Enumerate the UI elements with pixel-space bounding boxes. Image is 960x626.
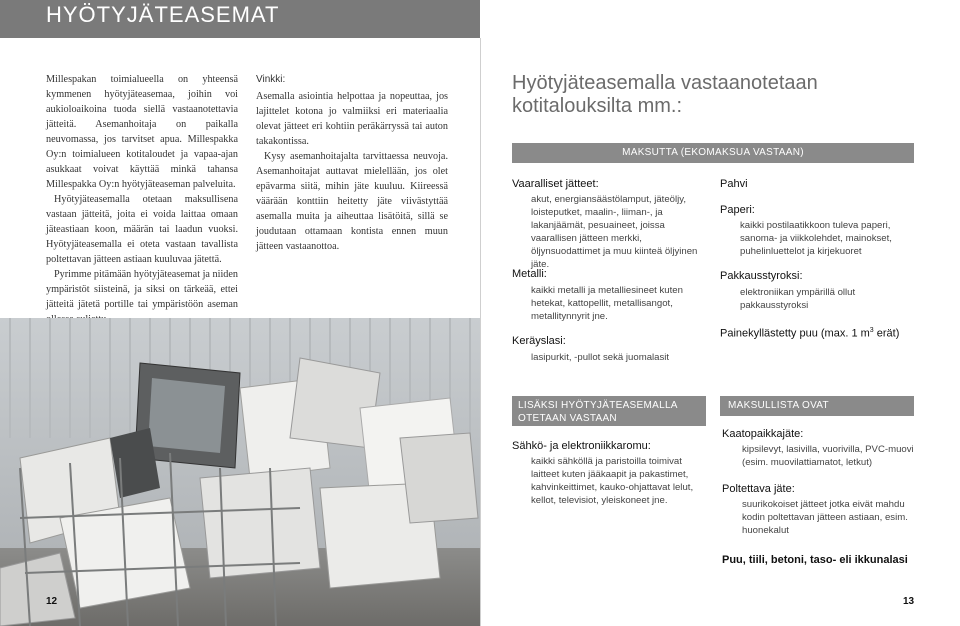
pressure-wood-text: Painekyllästetty puu (max. 1 m	[720, 327, 870, 340]
pressure-wood-sup: 3	[869, 327, 874, 334]
free-banner: MAKSUTTA (EKOMAKSUA VASTAAN)	[512, 143, 914, 163]
packaging-text: elektroniikan ympärillä ollut pakkausstyroksi	[740, 287, 856, 311]
tip-column	[256, 72, 448, 254]
landfill-text: kipsilevyt, lasivilla, vuorivilla, PVC-muovi (esim. muovilattiamatot, letkut)	[742, 444, 914, 468]
metal-label: Metalli:	[512, 268, 547, 280]
tip-paragraph-2: Kysy asemanhoitajalta tarvittaessa neuvoja. Asemanhoitajat auttavat mielellään, jos olet epävarma siitä, mihin jäte kuuluu. Kiireessä väärään konttiin heitetty jäte viivästyttää asemalla muita ja aiheuttaa lisätöitä, sillä se joudutaan ottamaan kontista ennen muun jätteen vastaanottoa.	[256, 151, 448, 252]
page-number-right: 13	[903, 596, 915, 607]
pressure-wood-label	[720, 327, 899, 340]
paper-text: kaikki postilaatikkoon tuleva paperi, sanoma- ja viikkolehdet, mainokset, puhelinluettelot ja kirjekuoret	[740, 220, 892, 257]
electronics-text: kaikki sähköllä ja paristoilla toimivat laitteet kuten jääkaapit ja pakastimet, kahvinkeittimet, kauko-ohjattavat lelut, kellot, televisiot, yleiskoneet jne.	[531, 456, 694, 506]
burnable-label: Poltettava jäte:	[722, 483, 795, 495]
paid-banner: MAKSULLISTA OVAT	[720, 396, 914, 416]
page-number-left: 12	[46, 596, 58, 607]
electronics-scrap-photo	[0, 318, 480, 626]
paper-label: Paperi:	[720, 204, 755, 216]
also-banner-line-1: LISÄKSI HYÖTYJÄTEASEMALLA	[518, 400, 678, 411]
hazardous-label: Vaaralliset jätteet:	[512, 178, 599, 190]
right-page-title: Hyötyjäteasemalla vastaanotetaan kotitalouksilta mm.:	[512, 72, 818, 117]
electronics-label: Sähkö- ja elektroniikkaromu:	[512, 440, 651, 452]
burnable-text: suurikokoiset jätteet jotka eivät mahdu kodin poltettavan jätteen astiaan, esim. huonekalut	[742, 499, 908, 536]
page-header-title: HYÖTYJÄTEASEMAT	[46, 2, 280, 27]
bottom-line: Puu, tiili, betoni, taso- eli ikkunalasi	[722, 554, 908, 566]
tip-label: Vinkki:	[256, 74, 286, 85]
intro-column	[46, 72, 238, 327]
also-banner-line-2: OTETAAN VASTAAN	[518, 413, 617, 424]
pressure-wood-end: erät)	[873, 327, 900, 340]
carton-label: Pahvi	[720, 178, 748, 190]
intro-paragraph-3: Pyrimme pitämään hyötyjäteasemat ja niiden ympäristöt siisteinä, ja siksi on tärkeää, ettei jätteitä jätetä portille tai ympäristöön aseman	[46, 269, 238, 310]
packaging-label: Pakkausstyroksi:	[720, 270, 803, 282]
tip-text: Asemalla asiointia helpottaa ja nopeuttaa, jos lajittelet kotona jo valmiiksi eri materiaalia olevat jätteet eri kohtiin peräkärryssä tai auton takakontissa.	[256, 91, 448, 147]
intro-paragraph-2: Hyötyjäteasemalla otetaan maksullisena vastaan jätteitä, joita ei voida laittaa omaan jäteastiaan koon, määrän tai laadun vuoksi. Hyötyjäteasemalla ei oteta vastaan tavallista poltettavan jätteen astiaan kuuluvaa jätettä.	[46, 194, 238, 265]
hazardous-text: akut, energiansäästölamput, jäteöljy, loisteputket, maalin-, liiman-, ja lakanjäämät, pesuaineet, joissa vaarallisen jätteen merkki, öljynsuodattimet ja muu kiinteä öljyinen jäte.	[531, 194, 698, 270]
also-banner	[512, 396, 706, 426]
intro-paragraph-1: Millespakan toimialueella on yhteensä kymmenen hyötyjäteasemaa, joihin voi aukioloaikoina tuoda siellä vastaanotettavia jätteitä. Asemanhoitaja on paikalla neuvomassa, jos tarvitset apua. Millespakka Oy:n toimialueen kotitaloudet ja vapaa-ajan asukkaat voivat käyttää minkä tahansa Millespakka Oy:n hyötyjäteaseman palveluita.	[46, 74, 238, 190]
glass-label: Keräyslasi:	[512, 335, 566, 347]
page-divider	[480, 38, 481, 626]
glass-text: lasipurkit, -pullot sekä juomalasit	[531, 352, 670, 363]
metal-text: kaikki metalli ja metalliesineet kuten hetekat, kattopellit, metallisangot, metallitynnyrit jne.	[531, 285, 683, 322]
landfill-label: Kaatopaikkajäte:	[722, 428, 804, 440]
